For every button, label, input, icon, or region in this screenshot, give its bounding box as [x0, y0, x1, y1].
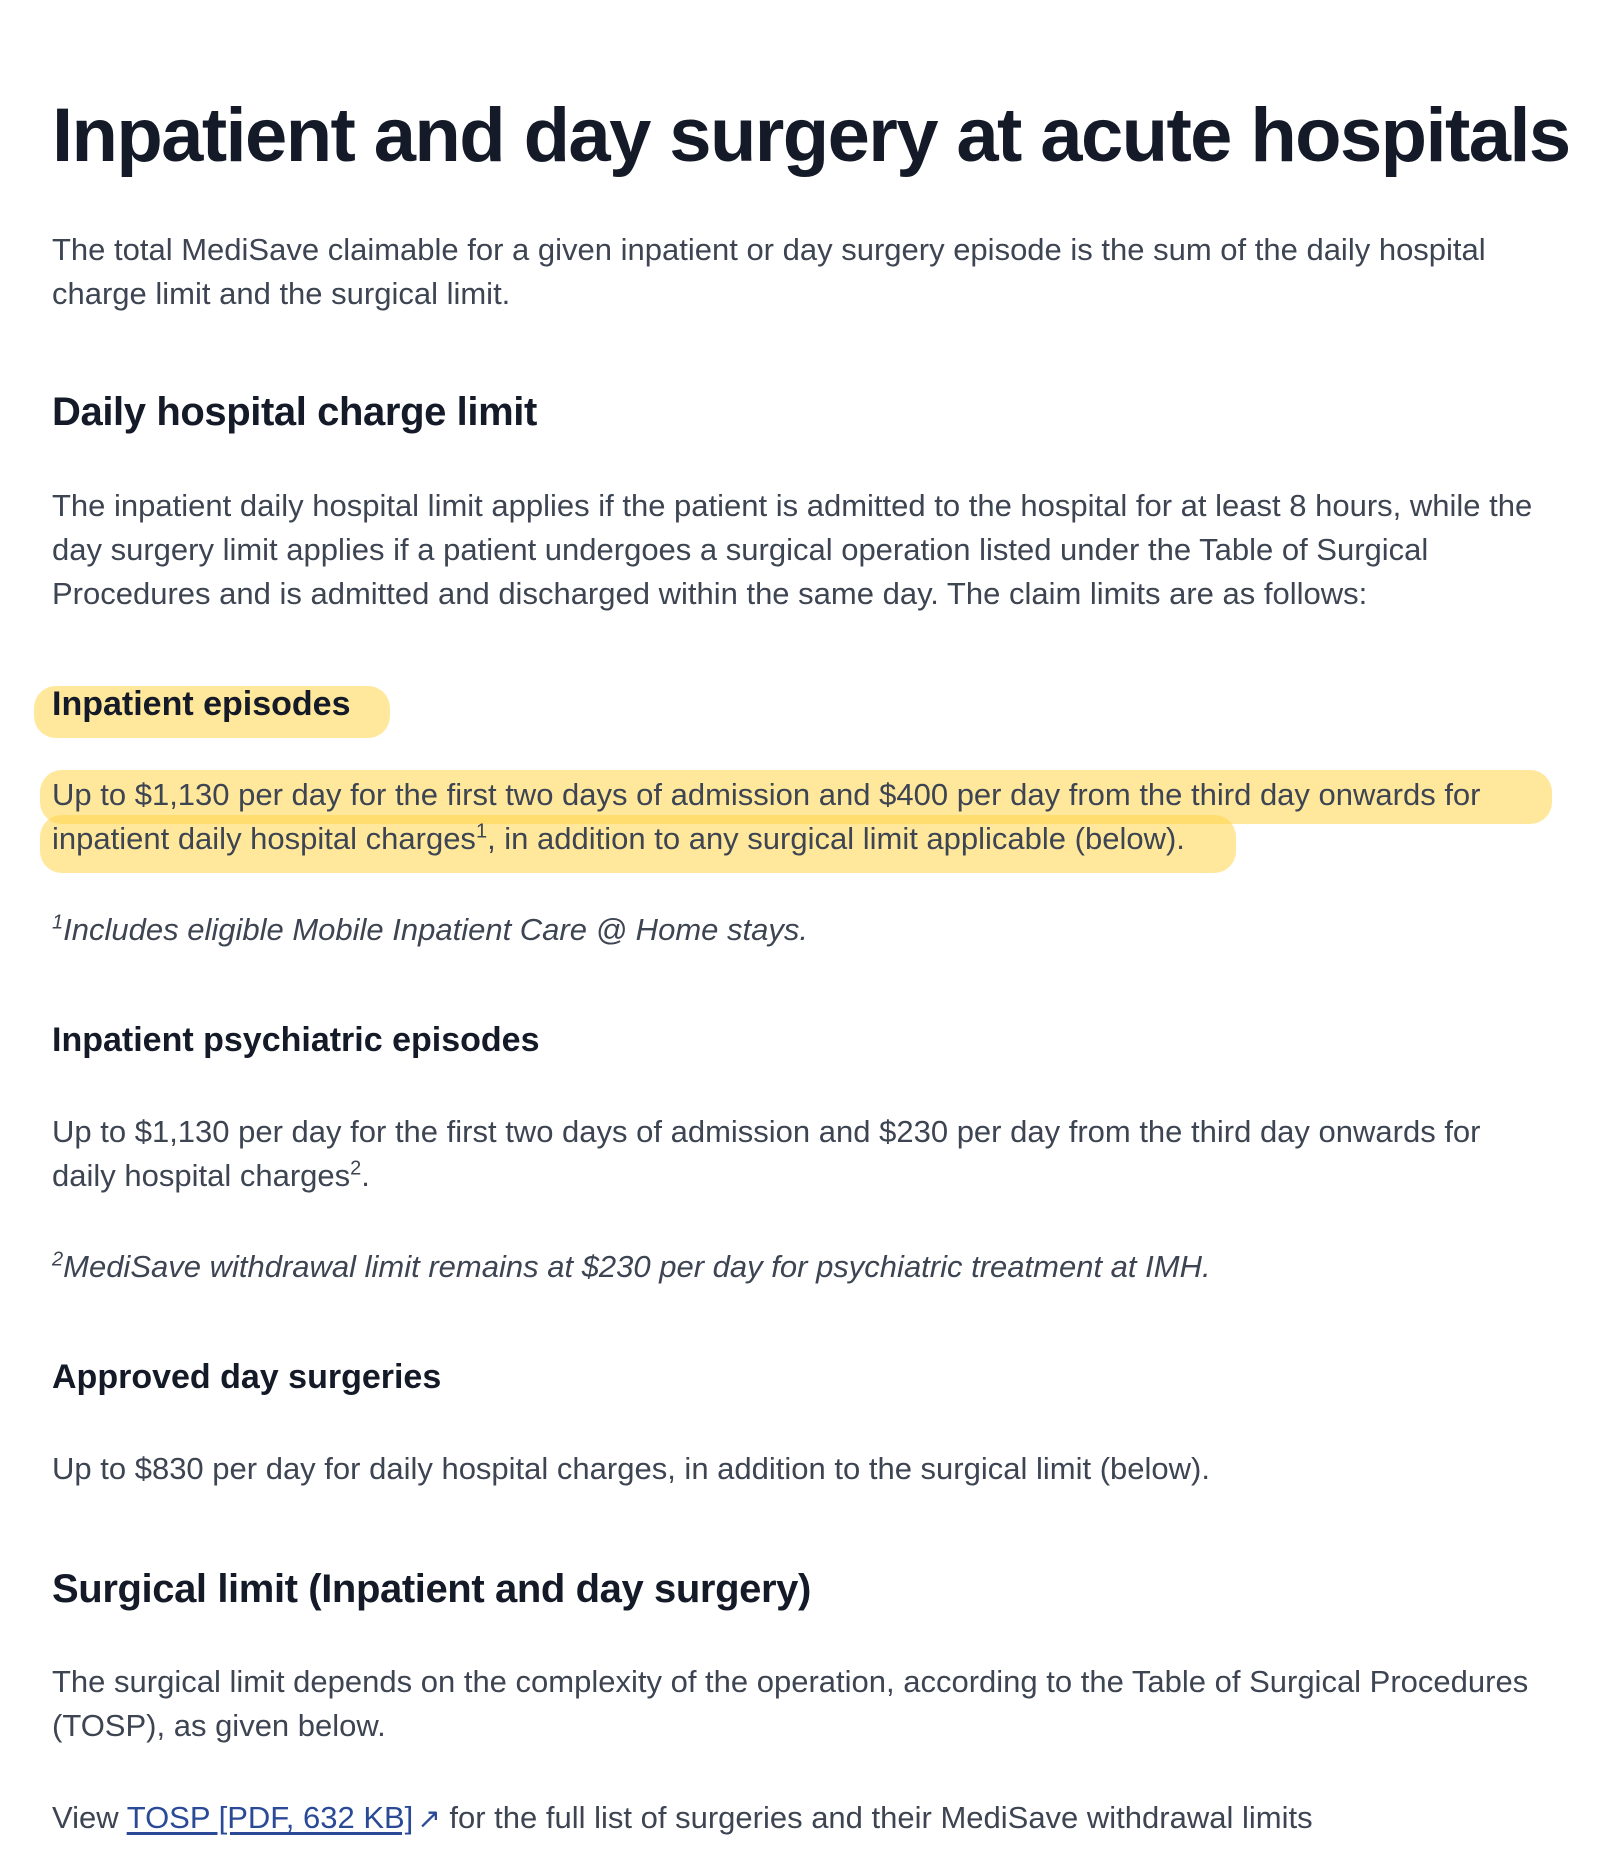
intro-paragraph: The total MediSave claimable for a given inpatient or day surgery episode is the sum of the daily hospital charge limit and the surgical limit.	[52, 232, 1486, 311]
psychiatric-footnote-mark: 2	[350, 1157, 362, 1180]
inpatient-heading: Inpatient episodes	[52, 685, 351, 723]
inpatient-footnote-text: Includes eligible Mobile Inpatient Care @ Home stays.	[63, 912, 808, 947]
daily-limit-heading: Daily hospital charge limit	[52, 390, 537, 434]
inpatient-footnote-mark: 1	[475, 820, 488, 843]
psychiatric-footnote-ref: 2	[52, 1248, 64, 1271]
tosp-prefix: View	[52, 1800, 127, 1835]
inpatient-paragraph	[52, 773, 1552, 861]
tosp-suffix: for the full list of surgeries and their MediSave withdrawal limits	[440, 1800, 1313, 1835]
inpatient-text-b: , in addition to any surgical limit applicable (below).	[487, 821, 1185, 856]
tosp-link-text[interactable]: TOSP [PDF, 632 KB]	[126, 1800, 414, 1835]
daily-limit-paragraph: The inpatient daily hospital limit applies if the patient is admitted to the hospital for at least 8 hours, while the day surgery limit applies if a patient undergoes a surgical operation listed under the Table of Surgical Procedures and is admitted and discharged within the same day. The claim limits are as follows:	[52, 488, 1533, 611]
inpatient-footnote	[52, 908, 1552, 952]
external-link-icon[interactable]: ↗	[417, 1803, 441, 1834]
tosp-line	[52, 1796, 1552, 1841]
psychiatric-heading: Inpatient psychiatric episodes	[52, 1021, 540, 1059]
psychiatric-paragraph	[52, 1110, 1552, 1198]
psychiatric-footnote	[52, 1245, 1552, 1289]
inpatient-text-a: Up to $1,130 per day for the first two days of admission and $400 per day from the third day onwards for inpatient daily hospital charges	[52, 777, 1481, 856]
day-surgery-paragraph: Up to $830 per day for daily hospital charges, in addition to the surgical limit (below).	[52, 1451, 1210, 1486]
psychiatric-text-b: .	[361, 1158, 370, 1193]
tosp-pdf-link[interactable]	[127, 1800, 441, 1835]
surgical-limit-heading: Surgical limit (Inpatient and day surgery)	[52, 1567, 811, 1611]
psychiatric-text-a: Up to $1,130 per day for the first two days of admission and $230 per day from the third day onwards for daily hospital charges	[52, 1114, 1481, 1193]
inpatient-footnote-ref: 1	[52, 911, 64, 934]
day-surgery-heading: Approved day surgeries	[52, 1358, 442, 1396]
page-title: Inpatient and day surgery at acute hospitals	[52, 93, 1570, 178]
surgical-limit-paragraph: The surgical limit depends on the complexity of the operation, according to the Table of Surgical Procedures (TOSP), as given below.	[52, 1664, 1529, 1743]
psychiatric-footnote-text: MediSave withdrawal limit remains at $230 per day for psychiatric treatment at IMH.	[63, 1249, 1211, 1284]
